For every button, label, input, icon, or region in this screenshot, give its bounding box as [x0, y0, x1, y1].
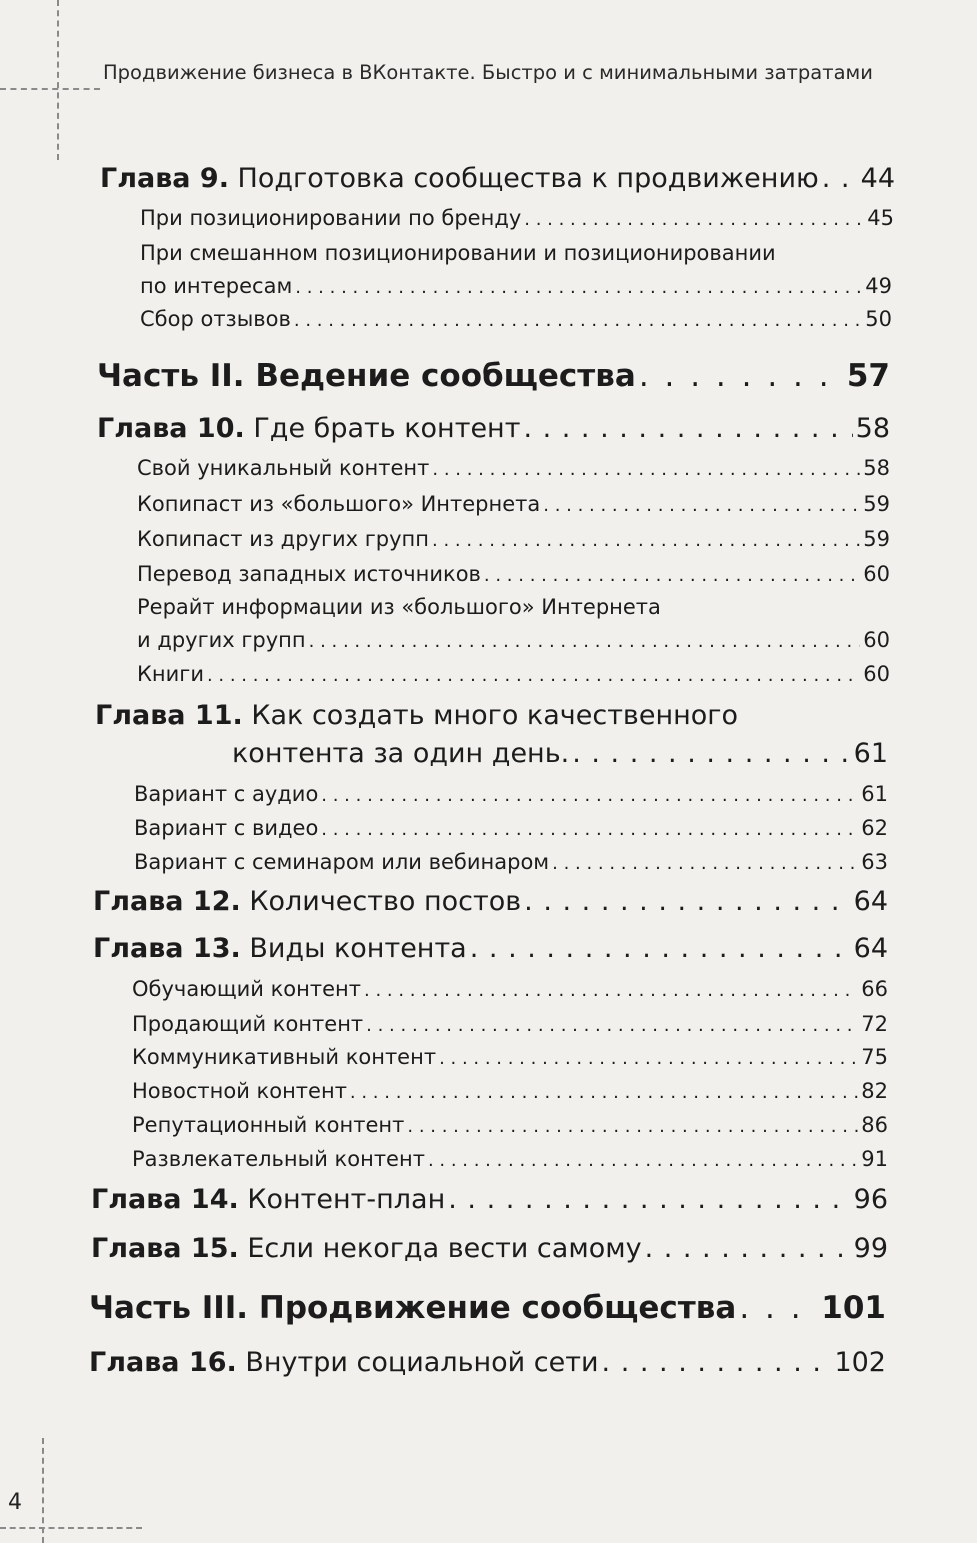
dot-leader — [428, 1150, 858, 1171]
toc-chapter-13 — [93, 933, 888, 964]
page-ref: 75 — [861, 1045, 888, 1069]
section-title: Развлекательный контент — [132, 1147, 425, 1171]
dot-leader — [524, 209, 864, 230]
section-title-line1: Рерайт информации из «большого» Интернета — [137, 595, 661, 619]
crop-mark-bottom-vertical — [42, 1438, 44, 1543]
toc-section — [137, 662, 890, 686]
chapter-label: Глава 9. — [100, 163, 229, 194]
chapter-title: Виды контента — [249, 933, 467, 964]
page-ref: 60 — [863, 562, 890, 586]
toc-chapter-10 — [97, 413, 890, 444]
toc-section — [140, 206, 894, 230]
chapter-label: Глава 15. — [91, 1233, 239, 1264]
part-title: Часть II. Ведение сообщества — [97, 358, 636, 394]
section-title-line2: по интересам — [140, 274, 293, 298]
section-title: Копипаст из «большого» Интернета — [137, 492, 541, 516]
toc-section — [132, 1012, 888, 1036]
dot-leader — [552, 853, 858, 874]
section-title-line2: и других групп — [137, 628, 306, 652]
toc-chapter-15 — [91, 1233, 888, 1264]
dot-leader — [639, 358, 844, 394]
dot-leader — [207, 665, 860, 686]
chapter-label: Глава 11. — [95, 700, 243, 731]
toc-chapter-14 — [91, 1184, 888, 1215]
chapter-title-line1: Как создать много качественного — [251, 700, 738, 731]
toc-section — [137, 456, 890, 480]
section-title: Вариант с семинаром или вебинаром — [134, 850, 550, 874]
dot-leader — [432, 530, 860, 551]
part-title: Часть III. Продвижение сообщества — [89, 1290, 737, 1326]
dot-leader — [407, 1116, 858, 1137]
toc-section — [137, 628, 890, 652]
page-ref: 63 — [861, 850, 888, 874]
toc-chapter-12 — [93, 886, 888, 917]
page-ref: 96 — [853, 1184, 888, 1215]
dot-leader — [645, 1233, 851, 1264]
chapter-title-line2: контента за один день. — [232, 738, 570, 769]
running-head: Продвижение бизнеса в ВКонтакте. Быстро и с минимальными затратами — [103, 61, 873, 84]
page-ref: 50 — [865, 307, 892, 331]
page-ref: 44 — [860, 163, 895, 194]
dot-leader — [523, 413, 852, 444]
dot-leader — [295, 277, 862, 298]
page-ref: 82 — [861, 1079, 888, 1103]
section-title: Копипаст из других групп — [137, 527, 429, 551]
dot-leader — [364, 980, 858, 1001]
toc-chapter-11-line1 — [95, 700, 738, 731]
chapter-title: Контент-план — [247, 1184, 446, 1215]
section-title: Новостной контент — [132, 1079, 347, 1103]
toc-part-3 — [89, 1290, 886, 1326]
dot-leader — [321, 819, 858, 840]
page-ref: 60 — [863, 662, 890, 686]
page-ref: 59 — [863, 492, 890, 516]
chapter-title: Внутри социальной сети — [245, 1347, 599, 1378]
chapter-label: Глава 16. — [89, 1347, 237, 1378]
toc-chapter-9 — [100, 163, 895, 194]
toc-chapter-11 — [232, 738, 888, 769]
section-title: Перевод западных источников — [137, 562, 481, 586]
crop-mark-top-vertical — [57, 0, 59, 160]
dot-leader — [543, 495, 860, 516]
page-ref: 61 — [853, 738, 888, 769]
page-ref: 60 — [863, 628, 890, 652]
dot-leader — [524, 886, 850, 917]
page-ref: 66 — [861, 977, 888, 1001]
page-ref: 58 — [855, 413, 890, 444]
dot-leader — [366, 1015, 858, 1036]
section-title: Обучающий контент — [132, 977, 361, 1001]
dot-leader — [470, 933, 851, 964]
dot-leader — [572, 738, 850, 769]
section-title: Вариант с видео — [134, 816, 319, 840]
crop-mark-top-horizontal — [0, 88, 100, 90]
dot-leader — [739, 1290, 818, 1326]
page-ref: 61 — [861, 782, 888, 806]
page-ref: 99 — [853, 1233, 888, 1264]
chapter-title: Количество постов — [249, 886, 522, 917]
toc-section — [132, 977, 888, 1001]
page-ref: 59 — [863, 527, 890, 551]
page-ref: 64 — [853, 886, 888, 917]
toc-section — [137, 492, 890, 516]
crop-mark-bottom-horizontal — [0, 1527, 142, 1529]
page-ref: 45 — [867, 206, 894, 230]
chapter-title: Где брать контент — [253, 413, 521, 444]
dot-leader — [294, 310, 862, 331]
page-ref: 101 — [821, 1290, 886, 1326]
toc-section — [134, 816, 888, 840]
section-title: Свой уникальный контент — [137, 456, 430, 480]
page-ref: 72 — [861, 1012, 888, 1036]
toc-chapter-16 — [89, 1347, 886, 1378]
dot-leader — [432, 459, 860, 480]
page-number: 4 — [8, 1490, 22, 1515]
toc-section — [140, 274, 892, 298]
chapter-label: Глава 14. — [91, 1184, 239, 1215]
section-title: Продающий контент — [132, 1012, 364, 1036]
chapter-title: Подготовка сообщества к продвижению — [237, 163, 819, 194]
dot-leader — [321, 785, 858, 806]
dot-leader — [350, 1082, 858, 1103]
page-ref: 91 — [861, 1147, 888, 1171]
page-ref: 102 — [834, 1347, 886, 1378]
toc-section — [132, 1113, 888, 1137]
toc-part-2 — [97, 358, 890, 394]
page-ref: 62 — [861, 816, 888, 840]
page-ref: 64 — [853, 933, 888, 964]
section-title: Сбор отзывов — [140, 307, 291, 331]
toc-section — [140, 307, 892, 331]
chapter-label: Глава 13. — [93, 933, 241, 964]
section-title: Репутационный контент — [132, 1113, 405, 1137]
page-ref: 58 — [863, 456, 890, 480]
toc-section — [137, 562, 890, 586]
chapter-label: Глава 12. — [93, 886, 241, 917]
section-title: При позиционировании по бренду — [140, 206, 522, 230]
chapter-title: Если некогда вести самому — [247, 1233, 642, 1264]
dot-leader — [439, 1048, 858, 1069]
dot-leader — [309, 631, 861, 652]
chapter-label: Глава 10. — [97, 413, 245, 444]
page-ref: 57 — [846, 358, 890, 394]
page-ref: 86 — [861, 1113, 888, 1137]
section-title: Вариант с аудио — [134, 782, 319, 806]
dot-leader — [602, 1347, 832, 1378]
toc-section — [132, 1147, 888, 1171]
toc-section — [137, 527, 890, 551]
toc-section — [134, 850, 888, 874]
toc-section — [132, 1045, 888, 1069]
section-title: Коммуникативный контент — [132, 1045, 437, 1069]
dot-leader — [448, 1184, 850, 1215]
dot-leader — [822, 163, 858, 194]
dot-leader — [484, 565, 860, 586]
page-ref: 49 — [865, 274, 892, 298]
toc-section — [134, 782, 888, 806]
section-title: Книги — [137, 662, 204, 686]
toc-section — [132, 1079, 888, 1103]
section-title-line1: При смешанном позиционировании и позиционировании — [140, 241, 776, 265]
